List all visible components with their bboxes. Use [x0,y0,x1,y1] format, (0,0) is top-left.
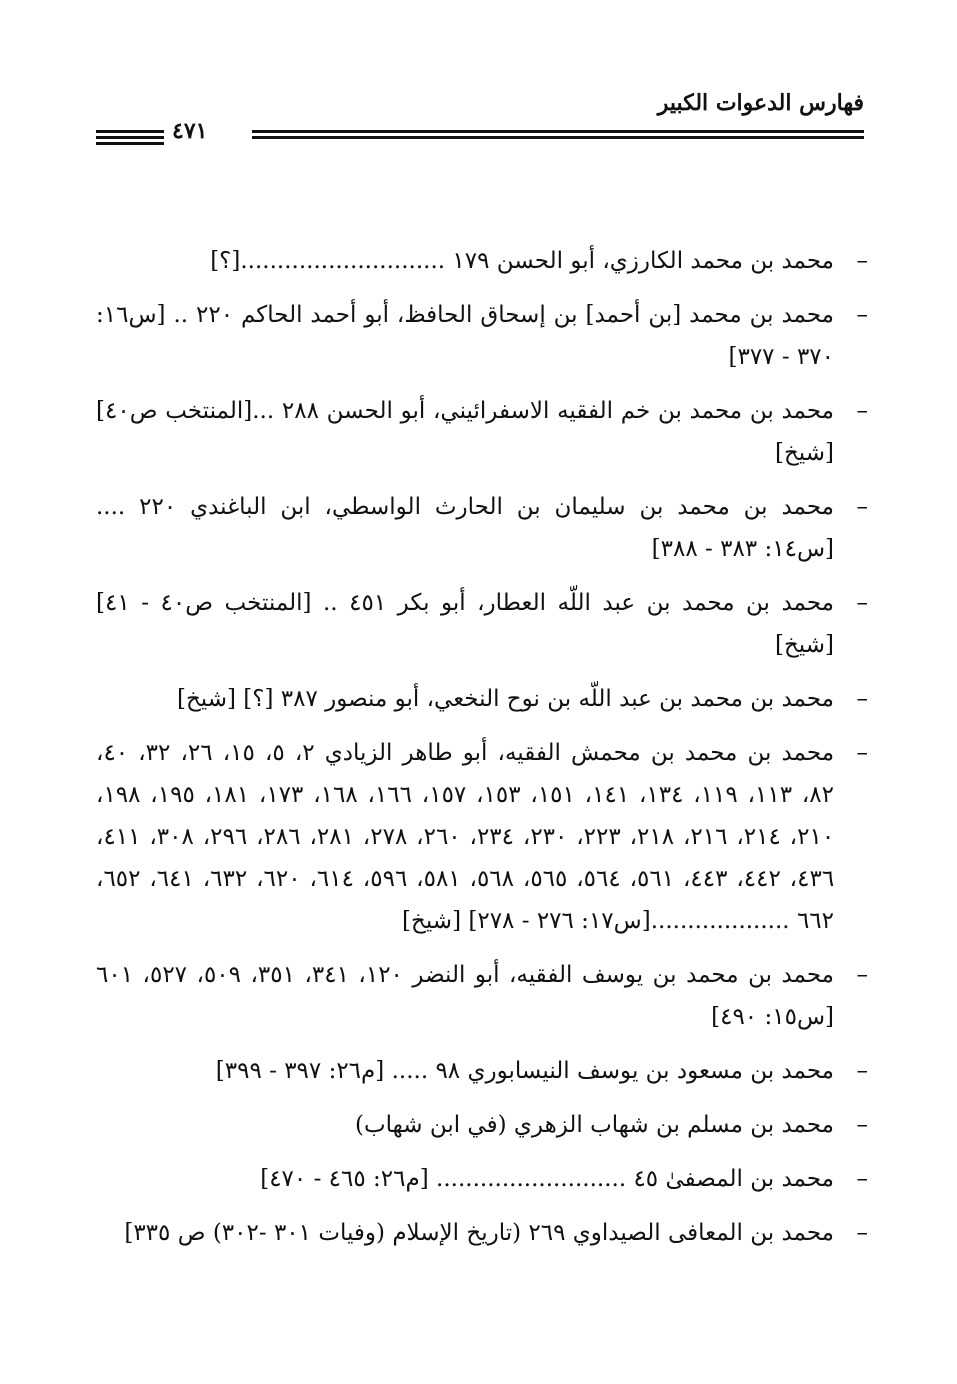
entry-dash: – [856,1058,868,1084]
index-entry [96,294,868,378]
entry-dash: – [856,590,868,616]
entry-dash: – [856,740,868,766]
entry-text: محمد بن محمد بن محمش الفقيه، أبو طاهر الزيادي ٢، ٥، ١٥، ٢٦، ٣٢، ٤٠، ٨٢، ١١٣، ١١٩، ١٣٤، ١٤١، ١٥١، ١٥٣، ١٥٧، ١٦٦، ١٦٨، ١٧٣، ١٨١، ١٩٥، ١٩٨، ٢١٠، ٢١٤، ٢١٦، ٢١٨، ٢٢٣، ٢٣٠، ٢٣٤، ٢٦٠، ٢٧٨، ٢٨١، ٢٨٦، ٢٩٦، ٣٠٨، ٤١١، ٤٣٦، ٤٤٢، ٤٤٣، ٥٦١، ٥٦٤، ٥٦٥، ٥٦٨، ٥٨١، ٥٩٦، ٦١٤، ٦٢٠، ٦٣٢، ٦٤١، ٦٥٢، ٦٦٢ ...................[س١٧: ٢٧٦ - ٢٧٨] [شيخ] [96,740,835,934]
entry-text: محمد بن محمد بن يوسف الفقيه، أبو النضر ١٢٠، ٣٤١، ٣٥١، ٥٠٩، ٥٢٧، ٦٠١ [س١٥: ٤٩٠] [96,962,835,1030]
entry-text: محمد بن مسلم بن شهاب الزهري (في ابن شهاب) [355,1112,834,1138]
index-entry [96,1050,868,1092]
entry-dash: – [856,1166,868,1192]
entry-dash: – [856,398,868,424]
entry-text: محمد بن محمد بن خم الفقيه الاسفرائيني، أبو الحسن ٢٨٨ ...[المنتخب ص٤٠] [شيخ] [96,398,834,466]
index-entry [96,954,868,1038]
index-entry [96,240,868,282]
entry-dash: – [856,1112,868,1138]
entry-dash: – [856,1220,868,1246]
index-entry [96,678,868,720]
index-entry [96,732,868,942]
entry-text: محمد بن محمد الكارزي، أبو الحسن ١٧٩ ............................[؟] [210,248,834,274]
entry-text: محمد بن المعافى الصيداوي ٢٦٩ (تاريخ الإسلام (وفيات ٣٠١ -٣٠٢) ص ٣٣٥] [124,1220,834,1246]
index-entry [96,486,868,570]
header-rule-right [252,130,864,142]
index-entry [96,1212,868,1254]
entry-dash: – [856,962,868,988]
entry-text: محمد بن محمد بن سليمان بن الحارث الواسطي، ابن الباغندي ٢٢٠ .... [س١٤: ٣٨٣ - ٣٨٨] [96,494,834,562]
page-header [96,90,864,150]
entry-dash: – [856,302,868,328]
entry-text: محمد بن محمد بن عبد اللّه بن نوح النخعي، أبو منصور ٣٨٧ [؟] [شيخ] [176,686,834,712]
entry-text: محمد بن محمد [بن أحمد] بن إسحاق الحافظ، أبو أحمد الحاكم ٢٢٠ .. [س١٦: ٣٧٠ - ٣٧٧] [96,302,835,370]
book-title: فهارس الدعوات الكبير [657,90,864,116]
entry-dash: – [856,248,868,274]
entry-dash: – [856,686,868,712]
entry-text: محمد بن محمد بن عبد اللّه العطار، أبو بكر ٤٥١ .. [المنتخب ص٤٠ - ٤١] [شيخ] [96,590,834,658]
index-entries [96,240,868,1266]
index-entry [96,582,868,666]
index-entry [96,1104,868,1146]
entry-text: محمد بن مسعود بن يوسف النيسابوري ٩٨ ..... [م٢٦: ٣٩٧ - ٣٩٩] [215,1058,834,1084]
entry-text: محمد بن المصفىٰ ٤٥ .......................... [م٢٦: ٤٦٥ - ٤٧٠] [260,1166,834,1192]
index-entry [96,390,868,474]
header-rule-left [96,130,164,148]
index-entry [96,1158,868,1200]
entry-dash: – [856,494,868,520]
page-number: ٤٧١ [172,118,208,144]
